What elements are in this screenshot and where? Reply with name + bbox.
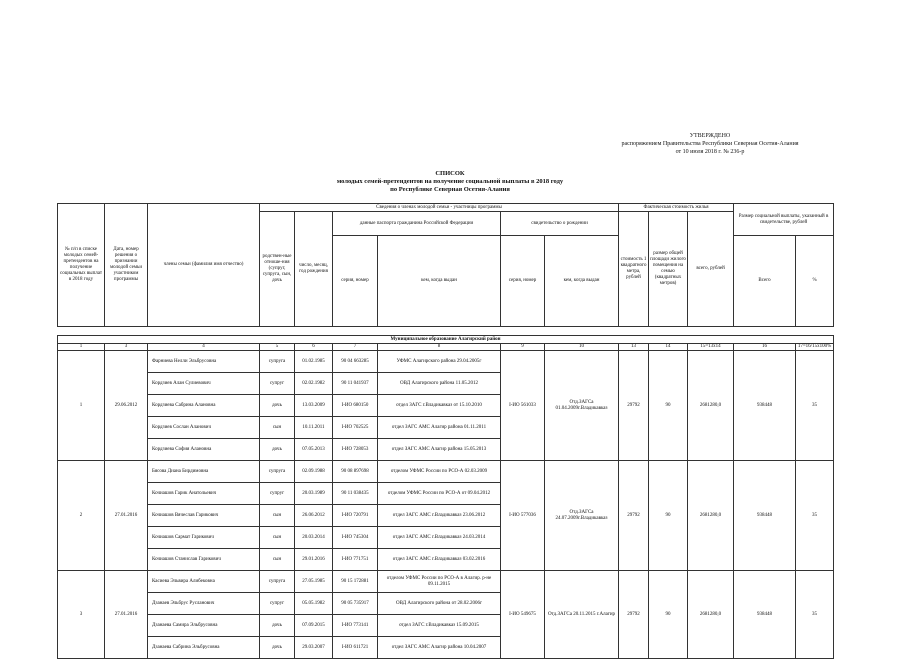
payment-percent: 35	[796, 571, 834, 659]
member-birth-date: 20.03.2014	[295, 527, 333, 549]
member-birth-date: 01.02.1985	[295, 351, 333, 373]
member-relation: супруга	[260, 571, 295, 593]
decision-date: 27.01.2016	[105, 571, 148, 659]
member-name: Кордзиев Алан Сулиевович	[148, 373, 260, 395]
member-birth-date: 29.01.2016	[295, 549, 333, 571]
member-document-number: 90 04 663285	[333, 351, 378, 373]
member-document-number: I-ИО 720791	[333, 505, 378, 527]
approval-line2: от 10 июля 2018 г. № 236-р	[675, 149, 745, 155]
payment-percent: 35	[796, 461, 834, 571]
member-document-number: I-ИО 745304	[333, 527, 378, 549]
column-number: 17=16/15x100%	[796, 344, 834, 351]
payment-sum: 938448	[734, 571, 796, 659]
member-birth-date: 05.05.1982	[295, 593, 333, 615]
column-number: 7	[333, 344, 378, 351]
member-document-number: 90 15 172881	[333, 571, 378, 593]
header-decision-date: Дата, номер решения о признании молодой семьи участником программы	[105, 204, 148, 327]
decision-date: 27.01.2016	[105, 461, 148, 571]
housing-area: 90	[649, 571, 688, 659]
marriage-cert-number: I-ИО 549675	[501, 571, 545, 659]
housing-total: 2681280,0	[688, 461, 734, 571]
header-sqm-cost: стоимость 1 квадратного метра, рублей	[619, 212, 649, 327]
member-relation: дочь	[260, 439, 295, 461]
member-document-number: I-ИО 611721	[333, 637, 378, 659]
column-number: 15=13x14	[688, 344, 734, 351]
member-name: Дзанаева Самира Эльбрусовна	[148, 615, 260, 637]
housing-total: 2681280,0	[688, 571, 734, 659]
member-document-issued: отдел ЗАГС г.Владикавказ от 15.10.2010	[378, 395, 501, 417]
member-name: Фарниева Нелли Эльбрусовна	[148, 351, 260, 373]
member-relation: сын	[260, 417, 295, 439]
member-document-issued: отдел ЗАГС г.Владикавказ 15.09.2015	[378, 615, 501, 637]
family-number: 2	[58, 461, 105, 571]
header-area: размер общей площади жилого помещения на семью (квадратных метров)	[649, 212, 688, 327]
member-name: Кочиашов Гарик Анатольевич	[148, 483, 260, 505]
column-number: 5	[260, 344, 295, 351]
member-birth-date: 07.05.2013	[295, 439, 333, 461]
header-total: всего, рублей	[688, 212, 734, 327]
sqm-cost: 29792	[619, 351, 649, 461]
housing-total: 2681280,0	[688, 351, 734, 461]
member-document-issued: отделом УФМС России по РСО-А в Алагир. р-не 09.11.2015	[378, 571, 501, 593]
member-relation: сын	[260, 549, 295, 571]
header-birth: число, месяц, год рождения	[295, 212, 333, 327]
approval-block	[560, 132, 860, 156]
header-member-name: члены семьи (фамилия имя отчество)	[148, 204, 260, 327]
member-name: Бясова Диана Бирдимовна	[148, 461, 260, 483]
member-relation: дочь	[260, 395, 295, 417]
member-birth-date: 10.11.2011	[295, 417, 333, 439]
member-name: Дзанаев Эльбрус Русланович	[148, 593, 260, 615]
member-name: Кордзиев Сослан Аланович	[148, 417, 260, 439]
member-document-issued: отдел ЗАГС АМС Алагир района 01.11.2011	[378, 417, 501, 439]
member-document-number: I-ИО 771751	[333, 549, 378, 571]
sqm-cost: 29792	[619, 571, 649, 659]
member-name: Кордзиева София Алановна	[148, 439, 260, 461]
member-document-number: I-ИО 728053	[333, 439, 378, 461]
member-name: Кочиашов Вячеслав Гарикович	[148, 505, 260, 527]
column-number: 3	[105, 344, 148, 351]
member-document-number: I-ИО 702525	[333, 417, 378, 439]
header-relation: родствен-ные отноше-ния (супруг, супруга, сын, дочь	[260, 212, 295, 327]
spacer-row	[58, 327, 834, 336]
member-relation: сын	[260, 527, 295, 549]
member-document-issued: отдел ЗАГС АМС Алагир района 10.04.2007	[378, 637, 501, 659]
column-number: 1	[58, 344, 105, 351]
approval-line1: распоряжением Правительства Республики Северная Осетия-Алания	[621, 141, 799, 147]
member-relation: дочь	[260, 615, 295, 637]
family-number: 1	[58, 351, 105, 461]
member-document-issued: отдел ЗАГС АМС Алагир района 15.05.2013	[378, 439, 501, 461]
member-birth-date: 13.03.2009	[295, 395, 333, 417]
table-row	[58, 461, 834, 483]
member-document-number: I-ИО 680150	[333, 395, 378, 417]
member-relation: супруг	[260, 483, 295, 505]
decision-date: 29.06.2012	[105, 351, 148, 461]
approval-title: УТВЕРЖДЕНО	[689, 133, 731, 139]
member-birth-date: 26.06.2012	[295, 505, 333, 527]
member-name: Кочиашов Станислав Гарикович	[148, 549, 260, 571]
marriage-cert-number: I-ИО 577036	[501, 461, 545, 571]
district-row: Муниципальное образование Алагирский район	[58, 336, 834, 344]
member-document-issued: УФМС Алагирского района 29.04.2005г	[378, 351, 501, 373]
member-document-issued: ОВД Алагирского района от 28.02.2006г	[378, 593, 501, 615]
member-relation: сын	[260, 505, 295, 527]
header-cost-group: Фактическая стоимость жилья	[619, 204, 734, 212]
header-passport-series: серия, номер	[333, 236, 378, 327]
member-birth-date: 27.05.1985	[295, 571, 333, 593]
header-passport-issued: кем, когда выдан	[378, 236, 501, 327]
marriage-cert-issued: Отд.ЗАГСа 24.07.2009г.Владикавказ	[545, 461, 619, 571]
table-row	[58, 351, 834, 373]
member-birth-date: 02.02.1982	[295, 373, 333, 395]
payment-sum: 938448	[734, 461, 796, 571]
member-document-number: 90 05 735917	[333, 593, 378, 615]
member-document-number: 90 08 897698	[333, 461, 378, 483]
member-name: Дзанаева Сабрина Эльбрусовна	[148, 637, 260, 659]
member-document-issued: отдел ЗАГС АМС г.Владикавказ 23.06.2012	[378, 505, 501, 527]
member-document-issued: ОВД Алагирского района 11.05.2012	[378, 373, 501, 395]
header-passport: данные паспорта гражданина Российской Федерации	[333, 212, 501, 236]
header-cert-series: серия, номер	[501, 236, 545, 327]
column-number: 6	[295, 344, 333, 351]
families-table	[57, 203, 834, 659]
marriage-cert-number: I-ИО 561033	[501, 351, 545, 461]
member-relation: супруга	[260, 461, 295, 483]
header-payment-percent: %	[796, 236, 834, 327]
marriage-cert-issued: Отд.ЗАГСа 20.11.2015 г.Алагир	[545, 571, 619, 659]
header-family-group: Сведения о членах молодой семьи - участницы программы	[260, 204, 619, 212]
payment-percent: 35	[796, 351, 834, 461]
member-document-issued: отдел ЗАГС АМС г.Владикавказ 24.03.2014	[378, 527, 501, 549]
member-birth-date: 20.03.1989	[295, 483, 333, 505]
member-document-issued: отделом УФМС России по РСО-А от 09.04.2012	[378, 483, 501, 505]
column-number: 10	[545, 344, 619, 351]
heading-line1: СПИСОК	[435, 170, 465, 177]
family-number: 3	[58, 571, 105, 659]
header-payment: Размер социальной выплаты, указанный в свидетельстве, рублей	[734, 204, 834, 236]
column-number: 4	[148, 344, 260, 351]
column-number: 14	[649, 344, 688, 351]
payment-sum: 938448	[734, 351, 796, 461]
member-document-issued: отделом УФМС России по РСО-А 02.03.2009	[378, 461, 501, 483]
header-payment-sum: Всего	[734, 236, 796, 327]
column-number: 16	[734, 344, 796, 351]
member-relation: супруга	[260, 351, 295, 373]
header-list-number: № п/п в списке молодых семей-претендентов на получение социальных выплат в 2018 году	[58, 204, 105, 327]
member-birth-date: 29.03.2007	[295, 637, 333, 659]
marriage-cert-issued: Отд.ЗАГСа 01.04.2009г.Владикавказ	[545, 351, 619, 461]
member-name: Кордзиева Сабрина Алановна	[148, 395, 260, 417]
housing-area: 90	[649, 461, 688, 571]
heading-line2: молодых семей-претендентов на получение социальной выплаты в 2018 году	[336, 178, 564, 185]
sqm-cost: 29792	[619, 461, 649, 571]
table-row	[58, 571, 834, 593]
member-document-number: 90 11 041937	[333, 373, 378, 395]
member-relation: супруг	[260, 373, 295, 395]
member-document-issued: отдел ЗАГС АМС г.Владикавказ 03.02.2016	[378, 549, 501, 571]
member-document-number: 90 11 038435	[333, 483, 378, 505]
member-document-number: I-ИО 773141	[333, 615, 378, 637]
member-name: Кочиашов Сармат Гарикович	[148, 527, 260, 549]
header-cert-issued: кем, когда выдан	[545, 236, 619, 327]
housing-area: 90	[649, 351, 688, 461]
column-number: 9	[501, 344, 545, 351]
header-birth-certificate: свидетельство о рождении	[501, 212, 619, 236]
heading-line3: по Республике Северная Осетия-Алания	[390, 186, 510, 193]
member-birth-date: 07.09.2015	[295, 615, 333, 637]
member-name: Касиева Эльвира Алибековна	[148, 571, 260, 593]
column-number: 8	[378, 344, 501, 351]
document-heading	[250, 170, 650, 194]
member-relation: супруг	[260, 593, 295, 615]
member-relation: дочь	[260, 637, 295, 659]
column-number: 13	[619, 344, 649, 351]
member-birth-date: 02.09.1988	[295, 461, 333, 483]
